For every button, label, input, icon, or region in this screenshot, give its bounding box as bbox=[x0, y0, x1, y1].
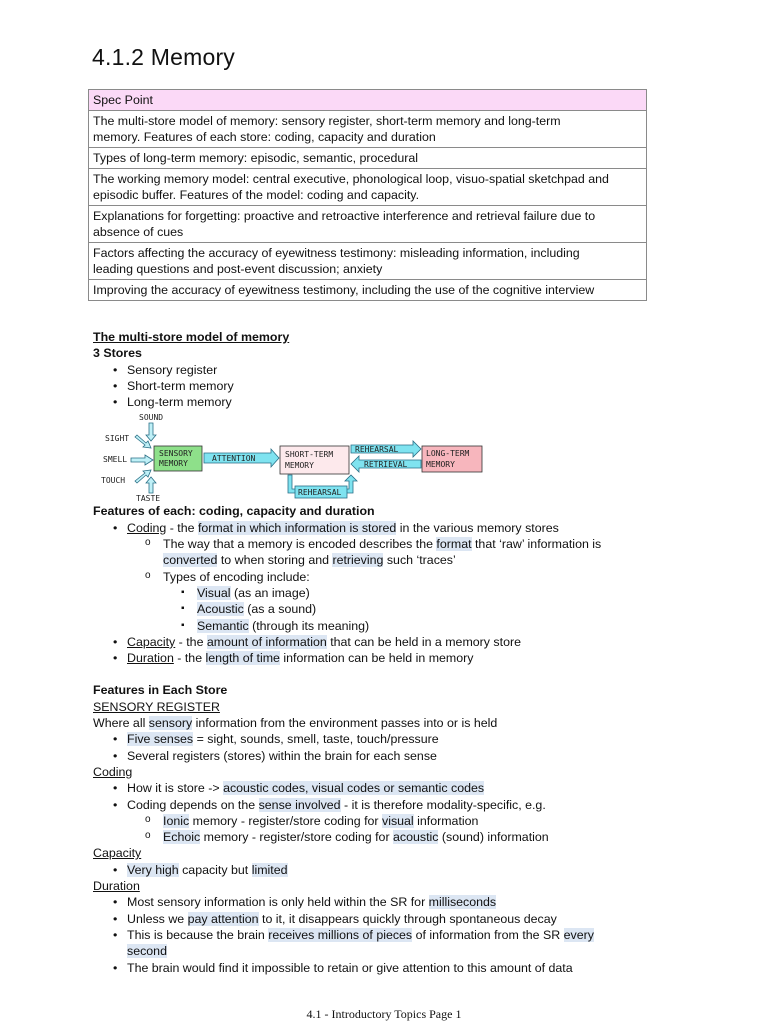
sound-label: SOUND bbox=[139, 413, 164, 423]
list-item: ▪ Acoustic (as a sound) bbox=[93, 601, 653, 617]
spec-table-header-row bbox=[89, 90, 647, 111]
retrieval-label: RETRIEVAL bbox=[364, 460, 408, 470]
ltm-label-1: LONG-TERM bbox=[426, 449, 470, 459]
sense-arrows bbox=[131, 423, 156, 493]
ltm-label-2: MEMORY bbox=[426, 460, 455, 470]
stm-label-1: SHORT-TERM bbox=[285, 450, 334, 460]
list-item: • How it is store -> acoustic codes, visual codes or semantic codes bbox=[93, 780, 653, 796]
list-item: • Long-term memory bbox=[93, 394, 653, 410]
stores-list bbox=[93, 362, 653, 411]
list-item: • Five senses = sight, sounds, smell, taste, touch/pressure bbox=[93, 731, 653, 747]
list-item: ▪ Visual (as an image) bbox=[93, 585, 653, 601]
list-item: • Several registers (stores) within the brain for each sense bbox=[93, 748, 653, 764]
stm-label-2: MEMORY bbox=[285, 461, 314, 471]
spec-table bbox=[88, 89, 647, 301]
taste-arrow-icon bbox=[146, 477, 156, 493]
rehearsal-label: REHEARSAL bbox=[355, 445, 399, 455]
page-title: 4.1.2 Memory bbox=[92, 44, 236, 70]
coding-heading: Coding bbox=[93, 764, 133, 779]
diagram-svg bbox=[101, 411, 501, 503]
sensory-memory-label-1: SENSORY bbox=[159, 449, 193, 459]
store-heading: Features in Each Store bbox=[93, 683, 228, 698]
smell-label: SMELL bbox=[103, 455, 128, 465]
touch-label: TOUCH bbox=[101, 476, 126, 486]
sr-heading: SENSORY REGISTER bbox=[93, 699, 220, 714]
table-row: The working memory model: central executive, phonological loop, visuo-spatial sketchpad and episodic buffer. Features of the model: coding and capacity. bbox=[89, 169, 647, 206]
list-item: • Duration - the length of time information can be held in memory bbox=[93, 650, 653, 666]
table-row: Factors affecting the accuracy of eyewitness testimony: misleading information, including leading questions and post-event discussion; anxiety bbox=[89, 243, 647, 280]
table-row: Improving the accuracy of eyewitness testimony, including the use of the cognitive interview bbox=[89, 280, 647, 301]
msm-heading: The multi-store model of memory bbox=[93, 330, 290, 344]
list-item: • Coding - the format in which information is stored in the various memory stores o The way that a memory is encoded describes the format that ‘raw’ information is converted to when storing and retrieving such ‘traces’ o Types of encoding include: ▪ Visual (as an image) ▪ Acoustic (as a sound) ▪ Semantic (through its meaning) bbox=[93, 520, 653, 634]
table-row: The multi-store model of memory: sensory register, short-term memory and long-term memory. Features of each store: coding, capacity and duration bbox=[89, 111, 647, 148]
list-item: • Very high capacity but limited bbox=[93, 862, 653, 878]
page-footer: 4.1 - Introductory Topics Page 1 bbox=[306, 1007, 462, 1021]
capacity-heading: Capacity bbox=[93, 846, 142, 861]
table-row: Explanations for forgetting: proactive and retroactive interference and retrieval failure due to absence of cues bbox=[89, 206, 647, 243]
list-item: o The way that a memory is encoded describes the format that ‘raw’ information is converted to when storing and retrieving such ‘traces’ bbox=[93, 536, 653, 569]
list-item: o Echoic memory - register/store coding for acoustic (sound) information bbox=[93, 829, 653, 845]
duration-heading: Duration bbox=[93, 879, 140, 894]
list-item: ▪ Semantic (through its meaning) bbox=[93, 618, 653, 634]
list-item: • This is because the brain receives millions of pieces of information from the SR every second bbox=[93, 927, 653, 960]
list-item: o Ionic memory - register/store coding for visual information bbox=[93, 813, 653, 829]
taste-label: TASTE bbox=[136, 494, 161, 504]
list-item: • Sensory register bbox=[93, 362, 653, 378]
rehearsal-loop-label: REHEARSAL bbox=[298, 488, 342, 498]
features-list bbox=[93, 520, 653, 667]
sight-label: SIGHT bbox=[105, 434, 130, 444]
table-row: Types of long-term memory: episodic, semantic, procedural bbox=[89, 148, 647, 169]
sensory-memory-label-2: MEMORY bbox=[159, 459, 188, 469]
list-item: • Capacity - the amount of information that can be held in a memory store bbox=[93, 634, 653, 650]
list-item: • Unless we pay attention to it, it disappears quickly through spontaneous decay bbox=[93, 911, 653, 927]
spec-table-header: Spec Point bbox=[89, 90, 647, 111]
list-item: • Most sensory information is only held within the SR for milliseconds bbox=[93, 894, 653, 910]
list-item: o Types of encoding include: ▪ Visual (as an image) ▪ Acoustic (as a sound) ▪ Semantic (through its meaning) bbox=[93, 569, 653, 634]
notes-body bbox=[93, 329, 653, 976]
sr-definition: Where all sensory information from the environment passes into or is held bbox=[93, 716, 498, 731]
attention-label: ATTENTION bbox=[212, 454, 256, 464]
features-heading: Features of each: coding, capacity and duration bbox=[93, 504, 375, 519]
msm-subheading: 3 Stores bbox=[93, 346, 142, 361]
sound-arrow-icon bbox=[146, 423, 156, 441]
smell-arrow-icon bbox=[131, 455, 153, 465]
list-item: • Coding depends on the sense involved - it is therefore modality-specific, e.g. o Ionic memory - register/store coding for visual information o Echoic memory - register/store coding for acoustic (sound) information bbox=[93, 797, 653, 846]
list-item: • The brain would find it impossible to retain or give attention to this amount of data bbox=[93, 960, 653, 976]
list-item: • Short-term memory bbox=[93, 378, 653, 394]
multi-store-diagram bbox=[101, 411, 501, 503]
